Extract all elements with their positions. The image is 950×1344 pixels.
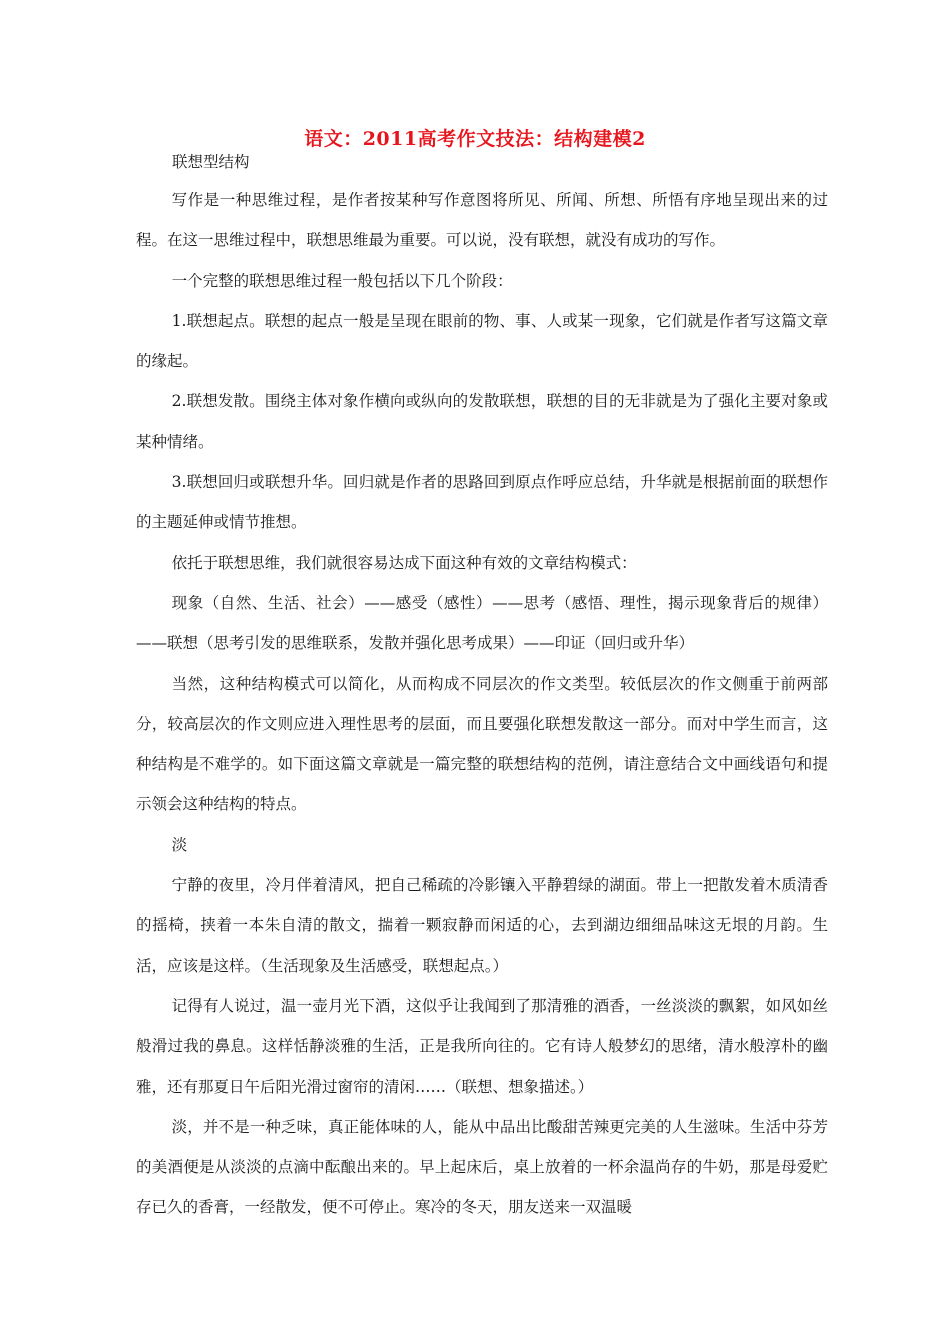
paragraph: 当然，这种结构模式可以简化，从而构成不同层次的作文类型。较低层次的作文侧重于前两部分，较高层次的作文则应进入理性思考的层面，而且要强化联想发散这一部分。而对中学生而言，这种结构是不难学的。如下面这篇文章就是一篇完整的联想结构的范例，请注意结合文中画线语句和提示领会这种结构的特点。 <box>136 674 828 814</box>
paragraph: 一个完整的联想思维过程一般包括以下几个阶段： <box>171 271 513 290</box>
paragraph: 依托于联想思维，我们就很容易达成下面这种有效的文章结构模式： <box>171 553 637 572</box>
section-label: 联想型结构 <box>172 153 250 171</box>
document-body <box>136 180 828 1228</box>
document-title: 语文：2011高考作文技法：结构建模2 <box>304 128 646 150</box>
paragraph: 淡，并不是一种乏味，真正能体味的人，能从中品出比酸甜苦辣更完美的人生滋味。生活中芬芳的美酒便是从淡淡的点滴中酝酿出来的。早上起床后，桌上放着的一杯余温尚存的牛奶，那是母爱贮存已久的香膏，一经散发，便不可停止。寒冷的冬天，朋友送来一双温暖 <box>136 1117 828 1217</box>
essay-title: 淡 <box>171 835 188 854</box>
paragraph: 现象（自然、生活、社会）——感受（感性）——思考（感悟、理性，揭示现象背后的规律）——联想（思考引发的思维联系，发散并强化思考成果）——印证（回归或升华） <box>136 593 828 653</box>
paragraph: 2.联想发散。围绕主体对象作横向或纵向的发散联想，联想的目的无非就是为了强化主要对象或某种情绪。 <box>136 392 828 451</box>
paragraph: 写作是一种思维过程，是作者按某种写作意图将所见、所闻、所想、所悟有序地呈现出来的过程。在这一思维过程中，联想思维最为重要。可以说，没有联想，就没有成功的写作。 <box>136 191 828 250</box>
paragraph: 1.联想起点。联想的起点一般是呈现在眼前的物、事、人或某一现象，它们就是作者写这篇文章的缘起。 <box>136 311 828 371</box>
paragraph: 宁静的夜里，冷月伴着清风，把自己稀疏的冷影镶入平静碧绿的湖面。带上一把散发着木质清香的摇椅，挟着一本朱自清的散文，揣着一颗寂静而闲适的心，去到湖边细细品味这无垠的月韵。生活，应该是这样。（生活现象及生活感受，联想起点。） <box>136 876 828 975</box>
paragraph: 3.联想回归或联想升华。回归就是作者的思路回到原点作呼应总结，升华就是根据前面的联想作的主题延伸或情节推想。 <box>136 473 828 532</box>
paragraph: 记得有人说过，温一壶月光下酒，这似乎让我闻到了那清雅的酒香，一丝淡淡的飘絮，如风如丝般滑过我的鼻息。这样恬静淡雅的生活，正是我所向往的。它有诗人般梦幻的思绪，清水般淳朴的幽雅，还有那夏日午后阳光滑过窗帘的清闲……（联想、想象描述。） <box>136 996 828 1096</box>
